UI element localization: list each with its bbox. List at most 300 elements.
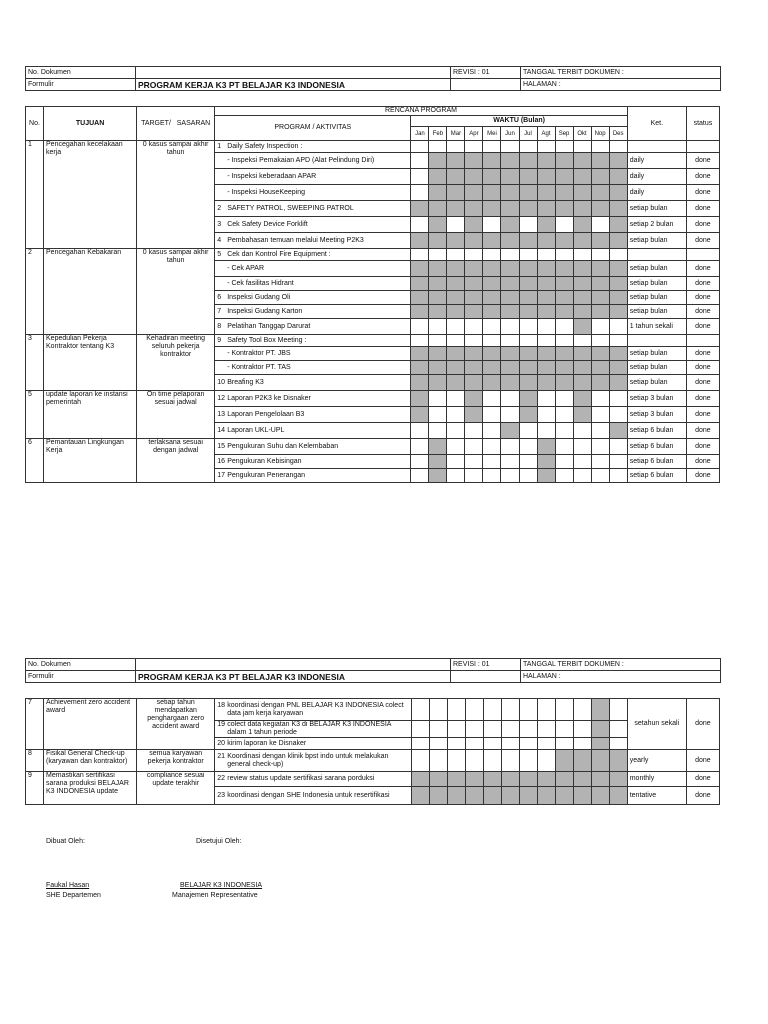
program-number: 2 xyxy=(217,204,222,212)
schedule-cell xyxy=(411,772,429,787)
schedule-cell xyxy=(609,249,627,261)
schedule-cell xyxy=(555,469,573,483)
schedule-cell xyxy=(537,407,555,423)
schedule-cell xyxy=(519,699,537,721)
schedule-cell xyxy=(483,787,501,805)
schedule-cell xyxy=(537,153,555,169)
schedule-cell xyxy=(465,469,483,483)
col-ket-header: Ket. xyxy=(627,107,686,141)
schedule-cell xyxy=(483,407,501,423)
signer-role-2: Manajemen Representative xyxy=(172,892,258,899)
ket-cell: setiap bulan xyxy=(627,305,686,319)
month-header: Jan xyxy=(411,127,429,141)
schedule-cell xyxy=(537,291,555,305)
revisi-label: REVISI : 01 xyxy=(451,659,521,671)
program-cell xyxy=(215,721,411,738)
schedule-cell xyxy=(519,141,537,153)
schedule-cell xyxy=(429,375,447,391)
schedule-cell xyxy=(555,455,573,469)
schedule-cell xyxy=(429,233,447,249)
schedule-cell xyxy=(609,423,627,439)
schedule-cell xyxy=(447,423,465,439)
schedule-cell xyxy=(519,335,537,347)
schedule-cell xyxy=(555,305,573,319)
schedule-cell xyxy=(465,347,483,361)
schedule-cell xyxy=(609,319,627,335)
col-program-header: PROGRAM / AKTIVITAS xyxy=(215,116,411,141)
program-cell xyxy=(215,772,411,787)
schedule-cell xyxy=(429,217,447,233)
tanggal-terbit-label: TANGGAL TERBIT DOKUMEN : xyxy=(521,67,721,79)
schedule-cell xyxy=(573,391,591,407)
table-row xyxy=(26,699,720,721)
status-cell: done xyxy=(686,772,719,787)
schedule-cell xyxy=(519,439,537,455)
schedule-cell xyxy=(465,185,483,201)
schedule-cell xyxy=(447,305,465,319)
status-cell: done xyxy=(686,455,719,469)
schedule-cell xyxy=(483,750,501,772)
schedule-cell xyxy=(429,423,447,439)
schedule-cell xyxy=(411,455,429,469)
schedule-cell xyxy=(411,185,429,201)
schedule-cell xyxy=(447,185,465,201)
schedule-cell xyxy=(465,305,483,319)
ket-cell: setiap 3 bulan xyxy=(627,407,686,423)
status-cell xyxy=(686,335,719,347)
schedule-cell xyxy=(447,772,465,787)
halaman-label: HALAMAN : xyxy=(521,671,721,683)
schedule-cell xyxy=(537,738,555,750)
program-text: Pengukuran Penerangan xyxy=(227,471,306,479)
schedule-cell xyxy=(483,201,501,217)
schedule-cell xyxy=(519,407,537,423)
schedule-cell xyxy=(465,233,483,249)
schedule-cell xyxy=(519,217,537,233)
schedule-cell xyxy=(447,249,465,261)
schedule-cell xyxy=(591,750,609,772)
schedule-cell xyxy=(519,787,537,805)
schedule-cell xyxy=(429,699,447,721)
schedule-cell xyxy=(609,185,627,201)
tujuan-cell: Pencegahan kecelakaan kerja xyxy=(44,141,137,249)
row-number: 2 xyxy=(26,249,44,335)
schedule-cell xyxy=(411,217,429,233)
schedule-cell xyxy=(447,141,465,153)
program-number: 3 xyxy=(217,220,222,228)
program-text: - Cek fasilitas Hidrant xyxy=(227,279,294,287)
schedule-cell xyxy=(537,185,555,201)
schedule-cell xyxy=(429,721,447,738)
program-text: koordinasi dengan SHE Indonesia untuk resertifikasi xyxy=(227,791,390,799)
status-cell: done xyxy=(686,185,719,201)
ket-cell: daily xyxy=(627,153,686,169)
program-number: 7 xyxy=(217,307,222,315)
ket-cell: setahun sekali xyxy=(627,699,686,750)
status-cell: done xyxy=(686,261,719,277)
schedule-cell xyxy=(429,750,447,772)
program-cell xyxy=(215,261,411,277)
schedule-cell xyxy=(591,169,609,185)
ket-cell: setiap bulan xyxy=(627,233,686,249)
program-number: 21 xyxy=(217,752,226,760)
schedule-cell xyxy=(591,217,609,233)
table-row xyxy=(26,249,720,261)
schedule-cell xyxy=(447,469,465,483)
formulir-label: Formulir xyxy=(26,79,136,91)
schedule-cell xyxy=(501,169,519,185)
schedule-cell xyxy=(573,787,591,805)
ket-cell: 1 tahun sekali xyxy=(627,319,686,335)
schedule-cell xyxy=(483,141,501,153)
schedule-cell xyxy=(591,787,609,805)
status-cell: done xyxy=(686,153,719,169)
schedule-cell xyxy=(465,738,483,750)
tujuan-cell: update laporan ke instansi pemerintah xyxy=(44,391,137,439)
schedule-cell xyxy=(411,738,429,750)
schedule-cell xyxy=(519,375,537,391)
schedule-cell xyxy=(591,772,609,787)
program-cell xyxy=(215,469,411,483)
schedule-cell xyxy=(447,347,465,361)
table-row xyxy=(26,141,720,153)
schedule-cell xyxy=(411,750,429,772)
schedule-cell xyxy=(501,439,519,455)
program-cell xyxy=(215,305,411,319)
schedule-cell xyxy=(555,772,573,787)
schedule-cell xyxy=(447,787,465,805)
schedule-cell xyxy=(501,721,519,738)
schedule-cell xyxy=(609,772,627,787)
schedule-cell xyxy=(573,772,591,787)
schedule-cell xyxy=(609,407,627,423)
program-text: Breafing K3 xyxy=(227,378,264,386)
formulir-label: Formulir xyxy=(26,671,136,683)
program-cell xyxy=(215,319,411,335)
schedule-cell xyxy=(483,335,501,347)
program-text: - Inspeksi keberadaan APAR xyxy=(227,172,317,180)
program-cell xyxy=(215,185,411,201)
schedule-cell xyxy=(573,305,591,319)
month-header: Nop xyxy=(591,127,609,141)
schedule-cell xyxy=(555,423,573,439)
program-text: Safety Tool Box Meeting : xyxy=(227,336,307,344)
program-cell xyxy=(215,277,411,291)
program-number: 15 xyxy=(217,442,225,450)
schedule-cell xyxy=(555,361,573,375)
document-header-2 xyxy=(25,658,721,683)
status-cell xyxy=(686,141,719,153)
schedule-cell xyxy=(537,305,555,319)
schedule-cell xyxy=(591,261,609,277)
schedule-cell xyxy=(429,439,447,455)
schedule-cell xyxy=(411,469,429,483)
row-number: 8 xyxy=(26,750,44,772)
schedule-cell xyxy=(411,721,429,738)
target-label: TARGET/ xyxy=(141,119,171,127)
schedule-cell xyxy=(501,699,519,721)
schedule-cell xyxy=(609,141,627,153)
schedule-cell xyxy=(573,185,591,201)
schedule-cell xyxy=(555,335,573,347)
schedule-cell xyxy=(609,261,627,277)
schedule-cell xyxy=(519,249,537,261)
schedule-cell xyxy=(447,699,465,721)
schedule-cell xyxy=(591,153,609,169)
schedule-cell xyxy=(411,699,429,721)
schedule-cell xyxy=(411,305,429,319)
schedule-cell xyxy=(555,261,573,277)
status-cell: done xyxy=(686,347,719,361)
program-cell xyxy=(215,217,411,233)
ket-cell: setiap bulan xyxy=(627,361,686,375)
tujuan-cell: Fisikal General Check-up (karyawan dan kontraktor) xyxy=(44,750,137,772)
table-row xyxy=(26,391,720,407)
schedule-cell xyxy=(465,699,483,721)
schedule-cell xyxy=(519,201,537,217)
schedule-cell xyxy=(483,169,501,185)
program-number: 12 xyxy=(217,394,225,402)
document-title: PROGRAM KERJA K3 PT BELAJAR K3 INDONESIA xyxy=(136,671,451,683)
schedule-cell xyxy=(537,141,555,153)
schedule-cell xyxy=(537,423,555,439)
schedule-cell xyxy=(483,391,501,407)
program-cell xyxy=(215,249,411,261)
schedule-cell xyxy=(519,391,537,407)
schedule-cell xyxy=(573,261,591,277)
program-text: - Cek APAR xyxy=(227,264,265,272)
target-cell: Kehadiran meeting seluruh pekerja kontraktor xyxy=(137,335,215,391)
schedule-cell xyxy=(429,455,447,469)
revisi-label: REVISI : 01 xyxy=(451,67,521,79)
schedule-cell xyxy=(501,750,519,772)
rencana-program-header: RENCANA PROGRAM xyxy=(215,107,628,116)
no-dokumen-label: No. Dokumen xyxy=(26,67,136,79)
tujuan-cell: Pencegahan Kebakaran xyxy=(44,249,137,335)
status-cell: done xyxy=(686,319,719,335)
schedule-cell xyxy=(555,439,573,455)
schedule-cell xyxy=(537,699,555,721)
schedule-cell xyxy=(609,347,627,361)
schedule-cell xyxy=(537,277,555,291)
schedule-cell xyxy=(555,347,573,361)
schedule-cell xyxy=(609,277,627,291)
status-cell: done xyxy=(686,201,719,217)
schedule-cell xyxy=(447,375,465,391)
schedule-cell xyxy=(483,153,501,169)
schedule-cell xyxy=(555,721,573,738)
program-cell xyxy=(215,347,411,361)
schedule-cell xyxy=(555,233,573,249)
schedule-cell xyxy=(609,469,627,483)
schedule-cell xyxy=(465,787,483,805)
tujuan-cell: Memastikan sertifikasi sarana produksi BELAJAR K3 INDONESIA update xyxy=(44,772,137,805)
schedule-cell xyxy=(465,249,483,261)
row-number: 3 xyxy=(26,335,44,391)
schedule-cell xyxy=(465,277,483,291)
schedule-cell xyxy=(501,407,519,423)
ket-cell xyxy=(627,141,686,153)
schedule-cell xyxy=(591,347,609,361)
schedule-cell xyxy=(519,291,537,305)
schedule-cell xyxy=(501,423,519,439)
target-cell: On time pelaporan sesuai jadwal xyxy=(137,391,215,439)
schedule-cell xyxy=(429,261,447,277)
schedule-cell xyxy=(411,787,429,805)
schedule-cell xyxy=(591,141,609,153)
schedule-cell xyxy=(483,305,501,319)
schedule-cell xyxy=(609,335,627,347)
schedule-cell xyxy=(573,439,591,455)
program-text: Cek dan Kontrol Fire Equipment : xyxy=(227,250,331,258)
schedule-cell xyxy=(573,319,591,335)
schedule-cell xyxy=(483,249,501,261)
schedule-cell xyxy=(537,347,555,361)
program-text: Inspeksi Gudang Oli xyxy=(227,293,291,301)
signer-role-1: SHE Departemen xyxy=(46,892,101,899)
schedule-cell xyxy=(447,291,465,305)
program-cell xyxy=(215,391,411,407)
schedule-cell xyxy=(537,335,555,347)
schedule-cell xyxy=(465,375,483,391)
schedule-cell xyxy=(609,455,627,469)
waktu-header: WAKTU (Bulan) xyxy=(411,116,627,127)
schedule-cell xyxy=(519,277,537,291)
schedule-cell xyxy=(555,201,573,217)
schedule-cell xyxy=(501,319,519,335)
schedule-cell xyxy=(483,277,501,291)
program-number: 9 xyxy=(217,336,222,344)
schedule-cell xyxy=(483,319,501,335)
program-text: colect data kegiatan K3 di BELAJAR K3 INDONESIA dalam 1 tahun periode xyxy=(227,721,392,736)
schedule-cell xyxy=(429,169,447,185)
ket-cell xyxy=(627,249,686,261)
schedule-cell xyxy=(501,787,519,805)
schedule-cell xyxy=(573,201,591,217)
col-tujuan-header: TUJUAN xyxy=(44,107,137,141)
schedule-cell xyxy=(555,407,573,423)
schedule-cell xyxy=(591,319,609,335)
schedule-cell xyxy=(573,249,591,261)
status-cell: done xyxy=(686,423,719,439)
ket-cell: yearly xyxy=(627,750,686,772)
program-text: kirim laporan ke Disnaker xyxy=(227,739,307,747)
schedule-cell xyxy=(519,233,537,249)
program-text: SAFETY PATROL, SWEEPING PATROL xyxy=(227,204,354,212)
schedule-cell xyxy=(609,361,627,375)
ket-cell: daily xyxy=(627,185,686,201)
schedule-cell xyxy=(519,772,537,787)
schedule-cell xyxy=(411,423,429,439)
schedule-cell xyxy=(501,455,519,469)
schedule-cell xyxy=(447,391,465,407)
schedule-cell xyxy=(447,319,465,335)
program-number: 1 xyxy=(217,142,222,150)
schedule-cell xyxy=(447,750,465,772)
schedule-cell xyxy=(573,721,591,738)
schedule-cell xyxy=(555,291,573,305)
schedule-cell xyxy=(429,469,447,483)
status-cell: done xyxy=(686,439,719,455)
schedule-cell xyxy=(483,439,501,455)
signer-name-1: Faukal Hasan xyxy=(46,882,90,889)
schedule-cell xyxy=(591,185,609,201)
schedule-cell xyxy=(591,277,609,291)
program-text: Daily Safety Inspection : xyxy=(227,142,303,150)
schedule-cell xyxy=(483,291,501,305)
program-cell xyxy=(215,233,411,249)
schedule-cell xyxy=(501,201,519,217)
month-header: Agt xyxy=(537,127,555,141)
halaman-label: HALAMAN : xyxy=(521,79,721,91)
program-text: - Kontraktor PT. TAS xyxy=(227,363,291,371)
schedule-cell xyxy=(591,305,609,319)
ket-cell: setiap 6 bulan xyxy=(627,423,686,439)
program-number: 14 xyxy=(217,426,225,434)
schedule-cell xyxy=(573,233,591,249)
schedule-cell xyxy=(447,217,465,233)
schedule-cell xyxy=(483,375,501,391)
schedule-cell xyxy=(555,738,573,750)
schedule-cell xyxy=(465,141,483,153)
schedule-cell xyxy=(483,261,501,277)
schedule-cell xyxy=(591,469,609,483)
schedule-cell xyxy=(465,407,483,423)
schedule-cell xyxy=(555,375,573,391)
ket-cell: setiap bulan xyxy=(627,347,686,361)
status-cell: done xyxy=(686,291,719,305)
program-number: 10 xyxy=(217,378,225,386)
program-text: Pengukuran Kebisingan xyxy=(227,457,302,465)
schedule-cell xyxy=(483,217,501,233)
schedule-cell xyxy=(555,153,573,169)
schedule-cell xyxy=(519,169,537,185)
status-cell: done xyxy=(686,375,719,391)
schedule-cell xyxy=(447,738,465,750)
dibuat-oleh-label: Dibuat Oleh: xyxy=(46,838,85,845)
schedule-cell xyxy=(501,217,519,233)
schedule-cell xyxy=(411,439,429,455)
schedule-cell xyxy=(573,347,591,361)
schedule-cell xyxy=(429,249,447,261)
table-row xyxy=(26,335,720,347)
program-text: Pembahasan temuan melalui Meeting P2K3 xyxy=(227,236,364,244)
schedule-cell xyxy=(537,455,555,469)
schedule-cell xyxy=(609,738,627,750)
program-table-2 xyxy=(25,698,720,805)
status-cell: done xyxy=(686,169,719,185)
col-target-header xyxy=(137,107,215,141)
schedule-cell xyxy=(573,291,591,305)
schedule-cell xyxy=(537,233,555,249)
program-cell xyxy=(215,335,411,347)
schedule-cell xyxy=(591,291,609,305)
schedule-cell xyxy=(501,391,519,407)
ket-cell: setiap 6 bulan xyxy=(627,469,686,483)
schedule-cell xyxy=(519,185,537,201)
ket-cell: setiap 2 bulan xyxy=(627,217,686,233)
schedule-cell xyxy=(537,201,555,217)
month-header: Des xyxy=(609,127,627,141)
schedule-cell xyxy=(573,217,591,233)
row-number: 9 xyxy=(26,772,44,805)
program-text: Pengukuran Suhu dan Kelembaban xyxy=(227,442,339,450)
program-cell xyxy=(215,153,411,169)
schedule-cell xyxy=(429,141,447,153)
status-cell: done xyxy=(686,217,719,233)
month-header: Sep xyxy=(555,127,573,141)
target-cell: semua karyawan pekerja kontraktor xyxy=(137,750,215,772)
